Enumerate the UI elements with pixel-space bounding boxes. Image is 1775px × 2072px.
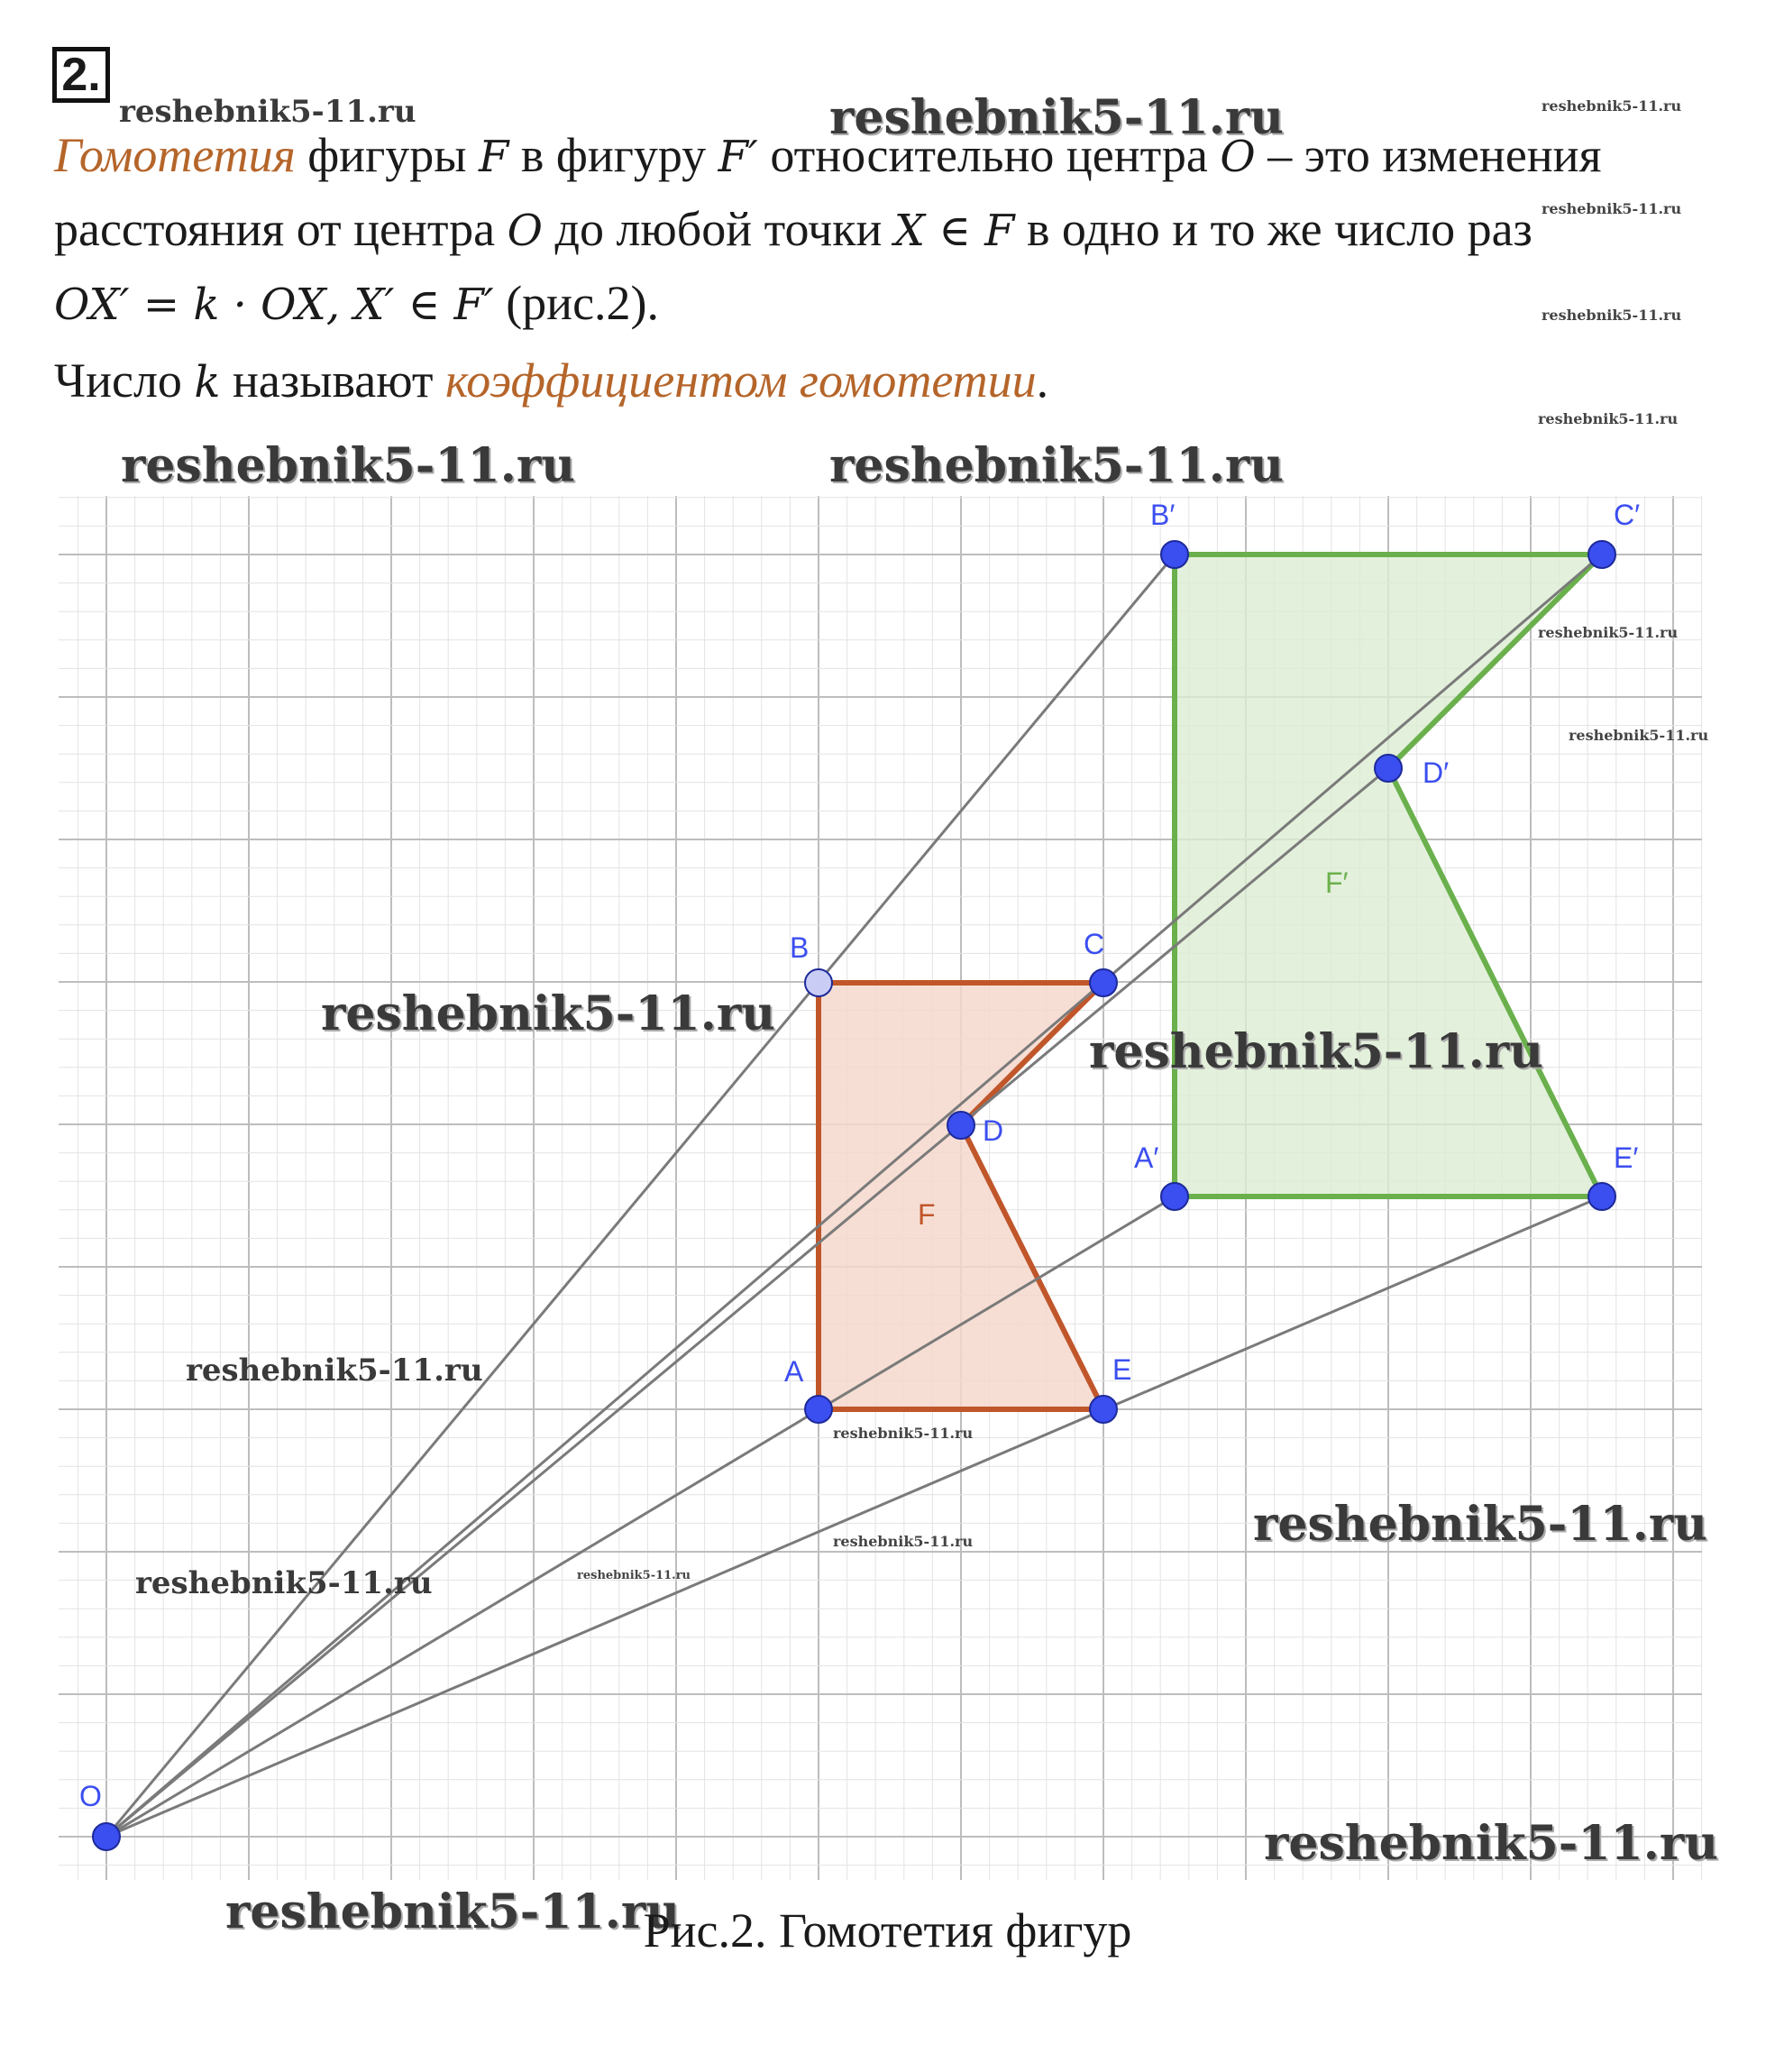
text: называют <box>220 353 445 408</box>
figure-f-prime-label: F′ <box>1325 866 1349 899</box>
point-E <box>1090 1396 1117 1423</box>
watermark: reshebnik5-11.ru <box>1089 1024 1544 1079</box>
point-O <box>93 1823 120 1850</box>
watermark: reshebnik5-11.ru <box>829 90 1285 145</box>
watermark: reshebnik5-11.ru <box>577 1569 691 1582</box>
label-O: O <box>79 1780 102 1812</box>
watermark: reshebnik5-11.ru <box>1569 727 1709 744</box>
watermark: reshebnik5-11.ru <box>1538 410 1679 427</box>
figure-f <box>819 983 1103 1409</box>
text: в одно и то же число раз <box>1014 202 1533 256</box>
label-B: B <box>790 931 810 964</box>
watermark: reshebnik5-11.ru <box>321 986 776 1041</box>
point-C <box>1090 969 1117 996</box>
watermark: reshebnik5-11.ru <box>1542 307 1682 324</box>
math-X-in-F: X ∈ F <box>893 206 1015 256</box>
label-C: C <box>1084 928 1105 960</box>
point-Aprime <box>1161 1183 1188 1210</box>
text: . <box>1036 353 1049 408</box>
label-Aprime: A′ <box>1134 1141 1159 1174</box>
watermark: reshebnik5-11.ru <box>1538 624 1679 641</box>
text: расстояния от центра <box>54 202 508 256</box>
text: Число <box>54 353 195 408</box>
math-formula: OX′ = k · OX, X′ ∈ F′ <box>54 280 494 330</box>
text: относительно центра <box>757 128 1221 182</box>
text: до любой точки <box>542 202 894 256</box>
watermark: reshebnik5-11.ru <box>1542 200 1682 217</box>
point-Dprime <box>1375 755 1402 782</box>
figure-f-prime <box>1175 555 1602 1196</box>
watermark: reshebnik5-11.ru <box>833 1533 974 1550</box>
text: – это изменения <box>1255 128 1602 182</box>
watermark: reshebnik5-11.ru <box>1253 1497 1708 1552</box>
figure-caption: Рис.2. Гомотетия фигур <box>643 1903 1132 1957</box>
watermark: reshebnik5-11.ru <box>1542 97 1682 115</box>
text: (рис.2). <box>493 276 660 330</box>
label-Eprime: E′ <box>1614 1141 1639 1174</box>
label-A: A <box>784 1355 804 1388</box>
math-F: F <box>479 132 509 182</box>
point-A <box>805 1396 832 1423</box>
watermark: reshebnik5-11.ru <box>186 1352 483 1389</box>
text: в фигуру <box>508 128 718 182</box>
watermark: reshebnik5-11.ru <box>829 438 1285 493</box>
point-B <box>805 969 832 996</box>
ray-O-Aprime <box>106 1196 1175 1837</box>
label-E: E <box>1112 1353 1132 1386</box>
ray-O-Dprime <box>106 768 1388 1837</box>
watermark: reshebnik5-11.ru <box>119 94 416 130</box>
math-k: k <box>194 357 221 408</box>
math-Fprime: F′ <box>718 132 758 182</box>
watermark: reshebnik5-11.ru <box>121 438 576 493</box>
watermark: reshebnik5-11.ru <box>225 1884 681 1939</box>
problem-number: 2. <box>52 47 110 103</box>
text: фигуры <box>295 128 480 182</box>
term-homothety: Гомотетия <box>54 128 296 182</box>
point-Eprime <box>1588 1183 1615 1210</box>
ray-O-Bprime <box>106 555 1175 1837</box>
point-D <box>947 1112 974 1139</box>
label-Cprime: C′ <box>1614 499 1641 531</box>
label-Bprime: B′ <box>1150 499 1176 531</box>
term-coefficient: коэффициентом гомотетии <box>444 353 1037 408</box>
point-Cprime <box>1588 541 1615 568</box>
point-Bprime <box>1161 541 1188 568</box>
math-O: O <box>1220 132 1256 182</box>
label-D: D <box>983 1114 1004 1147</box>
watermark: reshebnik5-11.ru <box>1264 1816 1719 1871</box>
watermark: reshebnik5-11.ru <box>833 1425 974 1442</box>
watermark: reshebnik5-11.ru <box>135 1565 433 1601</box>
figure-f-label: F <box>918 1198 936 1231</box>
math-O: O <box>507 206 543 256</box>
label-Dprime: D′ <box>1423 756 1450 789</box>
